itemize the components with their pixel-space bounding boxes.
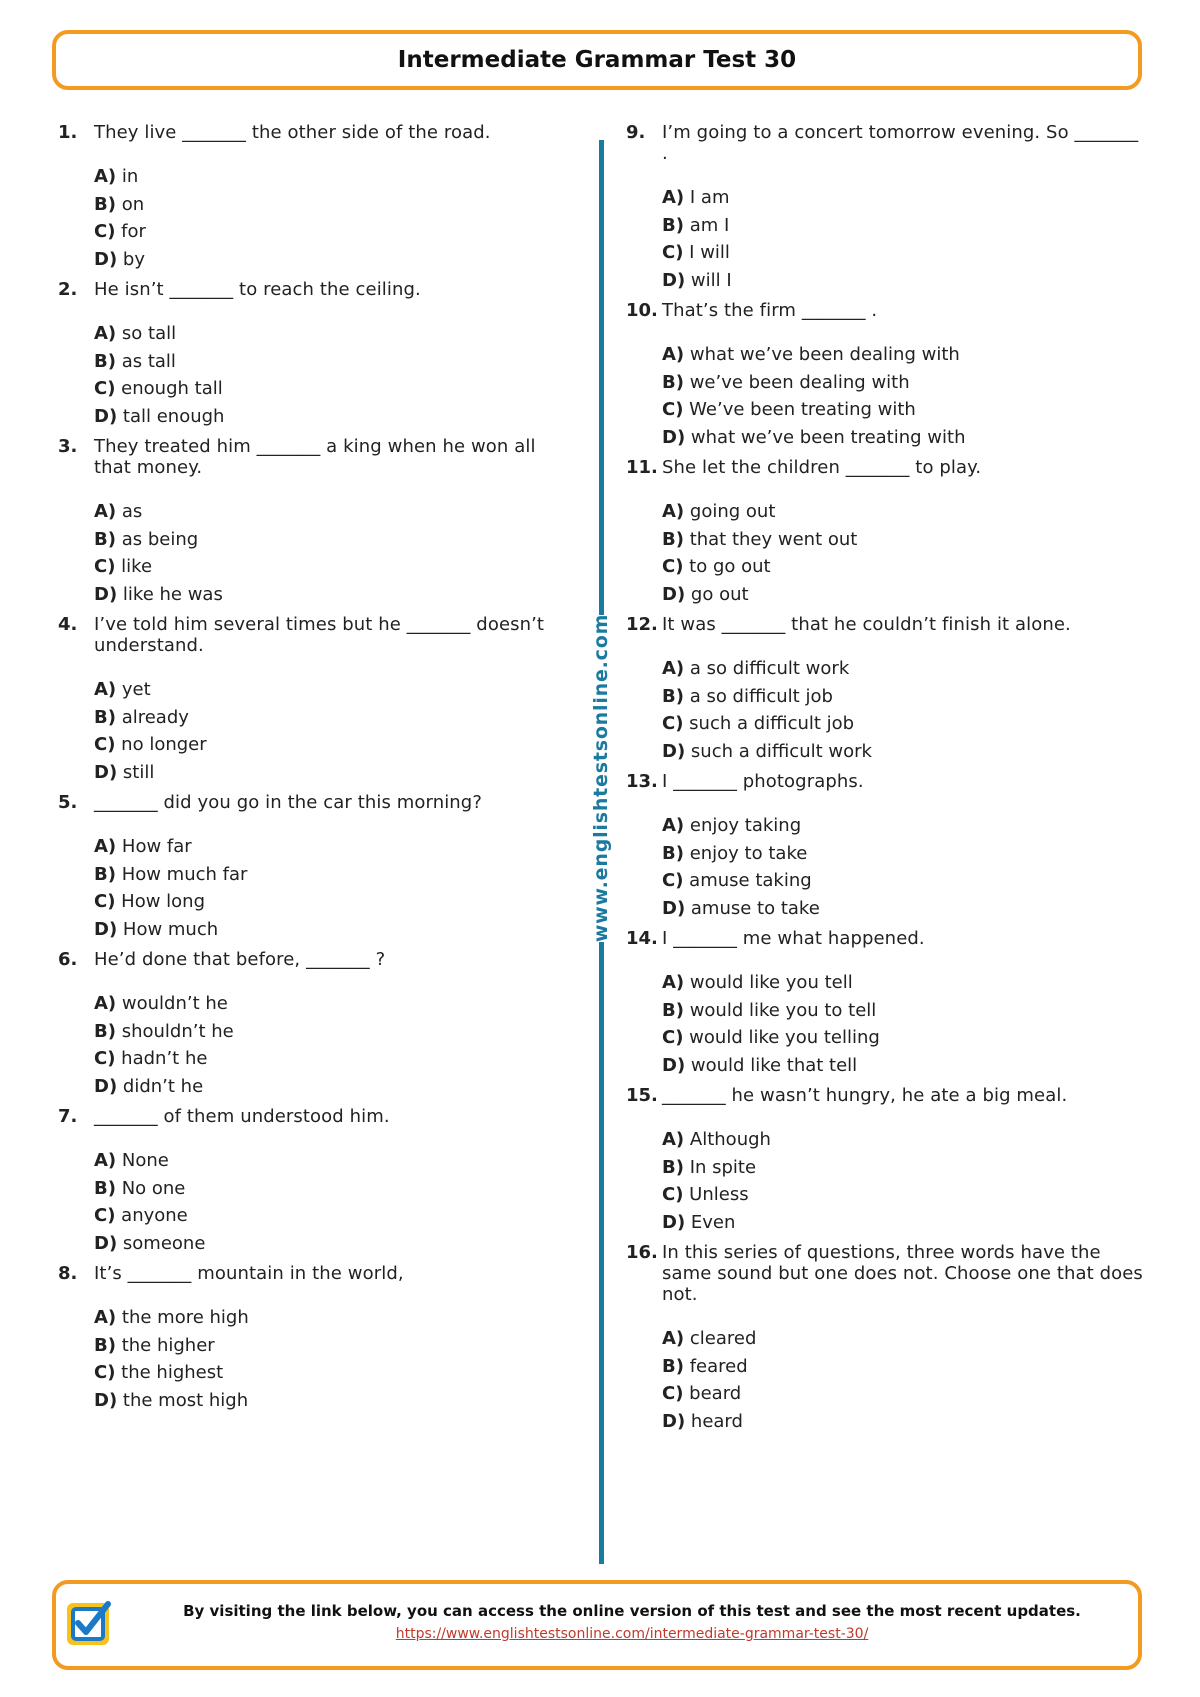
question-number: 6.	[58, 949, 78, 970]
question-item	[626, 1242, 1146, 1435]
question-line	[626, 928, 1146, 949]
answer-option[interactable]	[94, 348, 558, 376]
question-number: 13.	[626, 771, 658, 792]
answer-option[interactable]	[662, 895, 1146, 923]
question-text: I _______ me what happened.	[662, 928, 925, 949]
option-text: go out	[690, 583, 749, 605]
option-letter: C)	[94, 734, 116, 755]
answer-option[interactable]	[662, 655, 1146, 683]
questions-right-column	[626, 122, 1146, 1441]
answer-option[interactable]	[94, 218, 558, 246]
option-text: the higher	[121, 1334, 215, 1356]
question-item	[626, 457, 1146, 608]
option-text: wouldn’t he	[121, 993, 228, 1014]
option-letter: A)	[662, 1129, 685, 1150]
questions-left-column	[58, 122, 558, 1420]
answer-option[interactable]	[94, 553, 558, 581]
option-letter: B)	[662, 1355, 684, 1377]
answer-option[interactable]	[662, 184, 1146, 212]
answer-option[interactable]	[662, 369, 1146, 397]
question-number: 7.	[58, 1106, 78, 1127]
answer-option[interactable]	[94, 1147, 558, 1175]
option-text: would like you tell	[689, 972, 853, 993]
option-text: amuse to take	[690, 897, 820, 919]
option-letter: B)	[94, 863, 116, 885]
option-text: We’ve been treating with	[689, 399, 916, 420]
answer-options	[94, 1304, 558, 1414]
option-text: Unless	[689, 1184, 749, 1205]
answer-option[interactable]	[662, 1126, 1146, 1154]
option-text: a so difficult work	[689, 658, 850, 679]
question-number: 14.	[626, 928, 658, 949]
answer-option[interactable]	[94, 1387, 558, 1415]
option-letter: B)	[94, 1334, 116, 1356]
answer-options	[94, 163, 558, 273]
option-text: like he was	[122, 583, 223, 605]
question-text: I _______ photographs.	[662, 771, 864, 792]
option-letter: B)	[94, 1020, 116, 1042]
answer-option[interactable]	[662, 212, 1146, 240]
option-letter: B)	[662, 1156, 684, 1178]
question-text: It’s _______ mountain in the world,	[94, 1263, 404, 1284]
footer-message: By visiting the link below, you can access the online version of this test and see the most recent updates.	[183, 1602, 1081, 1620]
option-text: will I	[690, 269, 732, 291]
option-letter: A)	[94, 836, 117, 857]
option-letter: D)	[662, 426, 686, 448]
question-item	[626, 300, 1146, 451]
question-text: _______ did you go in the car this morning?	[94, 792, 482, 813]
question-text: In this series of questions, three words have the same sound but one does not. Choose one that does not.	[662, 1242, 1143, 1305]
option-text: a so difficult job	[689, 685, 833, 707]
answer-option[interactable]	[94, 246, 558, 274]
option-letter: D)	[662, 1211, 686, 1233]
question-line	[626, 614, 1146, 635]
question-number: 1.	[58, 122, 78, 143]
question-number: 12.	[626, 614, 658, 635]
option-letter: C)	[94, 1205, 116, 1226]
checkbox-check-icon	[64, 1598, 114, 1648]
option-letter: C)	[662, 870, 684, 891]
answer-option[interactable]	[662, 498, 1146, 526]
option-text: such a difficult job	[689, 713, 855, 734]
question-line	[626, 1242, 1146, 1305]
option-text: How much	[122, 918, 219, 940]
answer-option[interactable]	[94, 526, 558, 554]
option-letter: C)	[94, 221, 116, 242]
answer-option[interactable]	[662, 424, 1146, 452]
option-letter: A)	[94, 166, 117, 187]
option-text: amuse taking	[689, 870, 812, 891]
answer-options	[94, 1147, 558, 1257]
answer-option[interactable]	[662, 1154, 1146, 1182]
title-box	[52, 30, 1142, 90]
question-item	[58, 1106, 558, 1257]
option-text: would like that tell	[690, 1054, 858, 1076]
answer-options	[94, 320, 558, 430]
question-number: 5.	[58, 792, 78, 813]
question-item	[626, 928, 1146, 1079]
option-letter: C)	[662, 399, 684, 420]
answer-option[interactable]	[662, 1209, 1146, 1237]
answer-option[interactable]	[662, 683, 1146, 711]
option-text: heard	[690, 1410, 743, 1432]
option-letter: B)	[94, 528, 116, 550]
answer-option[interactable]	[662, 396, 1146, 424]
option-text: I am	[689, 187, 730, 208]
answer-option[interactable]	[94, 833, 558, 861]
option-letter: D)	[662, 269, 686, 291]
answer-option[interactable]	[662, 969, 1146, 997]
option-letter: D)	[662, 583, 686, 605]
page-title: Intermediate Grammar Test 30	[397, 47, 797, 73]
option-letter: D)	[94, 1232, 118, 1254]
option-letter: D)	[94, 405, 118, 427]
answer-option[interactable]	[662, 840, 1146, 868]
option-letter: A)	[94, 501, 117, 522]
option-text: by	[122, 248, 145, 270]
option-letter: A)	[662, 501, 685, 522]
option-letter: A)	[662, 815, 685, 836]
option-text: am I	[689, 214, 730, 236]
question-number: 11.	[626, 457, 658, 478]
option-text: I will	[689, 242, 730, 263]
answer-option[interactable]	[662, 341, 1146, 369]
option-text: How much far	[121, 863, 248, 885]
answer-option[interactable]	[662, 1181, 1146, 1209]
question-text: That’s the firm _______ .	[662, 300, 878, 321]
option-text: feared	[689, 1355, 748, 1377]
option-letter: C)	[662, 1383, 684, 1404]
option-letter: B)	[662, 371, 684, 393]
question-number: 10.	[626, 300, 658, 321]
answer-option[interactable]	[662, 239, 1146, 267]
option-text: what we’ve been treating with	[690, 426, 966, 448]
question-line	[58, 614, 558, 656]
question-item	[58, 1263, 558, 1414]
answer-option[interactable]	[94, 498, 558, 526]
answer-option[interactable]	[94, 704, 558, 732]
question-item	[58, 436, 558, 608]
option-text: tall enough	[122, 405, 225, 427]
option-text: no longer	[121, 734, 207, 755]
question-number: 16.	[626, 1242, 658, 1263]
option-text: hadn’t he	[121, 1048, 208, 1069]
option-letter: D)	[662, 897, 686, 919]
option-text: such a difficult work	[690, 740, 872, 762]
answer-option[interactable]	[94, 403, 558, 431]
answer-option[interactable]	[94, 916, 558, 944]
question-item	[58, 949, 558, 1100]
option-text: enjoy to take	[689, 842, 808, 864]
answer-options	[662, 341, 1146, 451]
answer-option[interactable]	[94, 1332, 558, 1360]
option-text: to go out	[689, 556, 771, 577]
question-line	[58, 949, 558, 970]
option-letter: D)	[94, 761, 118, 783]
option-text: cleared	[689, 1328, 757, 1349]
option-letter: A)	[94, 1307, 117, 1328]
answer-options	[662, 655, 1146, 765]
option-text: would like you to tell	[689, 999, 877, 1021]
option-text: already	[121, 706, 189, 728]
question-line	[626, 771, 1146, 792]
question-item	[626, 771, 1146, 922]
option-text: beard	[689, 1383, 742, 1404]
option-letter: B)	[94, 706, 116, 728]
question-number: 3.	[58, 436, 78, 457]
answer-option[interactable]	[662, 738, 1146, 766]
option-text: as being	[121, 528, 199, 550]
answer-options	[662, 812, 1146, 922]
option-text: enjoy taking	[689, 815, 802, 836]
question-number: 8.	[58, 1263, 78, 1284]
option-text: as tall	[121, 350, 176, 372]
answer-option[interactable]	[662, 526, 1146, 554]
question-item	[626, 614, 1146, 765]
question-item	[58, 122, 558, 273]
option-text: In spite	[689, 1156, 757, 1178]
answer-option[interactable]	[94, 676, 558, 704]
option-letter: C)	[662, 1027, 684, 1048]
option-letter: A)	[662, 1328, 685, 1349]
option-letter: C)	[662, 713, 684, 734]
option-text: No one	[121, 1177, 186, 1199]
option-letter: B)	[662, 842, 684, 864]
option-text: Although	[689, 1129, 771, 1150]
answer-options	[94, 498, 558, 608]
option-letter: D)	[662, 1410, 686, 1432]
option-text: How far	[121, 836, 192, 857]
option-letter: B)	[94, 1177, 116, 1199]
option-text: still	[122, 761, 155, 783]
option-text: we’ve been dealing with	[689, 371, 910, 393]
question-number: 15.	[626, 1085, 658, 1106]
question-line	[58, 792, 558, 813]
site-url-vertical: www.englishtestsonline.com	[590, 613, 612, 943]
question-line	[58, 122, 558, 143]
option-letter: A)	[662, 972, 685, 993]
question-item	[58, 614, 558, 786]
question-text: I’ve told him several times but he _______ doesn’t understand.	[94, 614, 545, 656]
option-text: what we’ve been dealing with	[689, 344, 960, 365]
answer-option[interactable]	[94, 1359, 558, 1387]
answer-option[interactable]	[94, 1073, 558, 1101]
answer-option[interactable]	[662, 1380, 1146, 1408]
answer-option[interactable]	[662, 1024, 1146, 1052]
option-text: None	[121, 1150, 169, 1171]
question-line	[58, 1263, 558, 1284]
question-text: She let the children _______ to play.	[662, 457, 982, 478]
option-letter: B)	[662, 999, 684, 1021]
option-text: that they went out	[689, 528, 858, 550]
option-text: How long	[121, 891, 206, 912]
option-letter: D)	[94, 1075, 118, 1097]
answer-option[interactable]	[662, 553, 1146, 581]
question-line	[58, 279, 558, 300]
option-letter: A)	[94, 679, 117, 700]
option-text: the highest	[121, 1362, 224, 1383]
option-letter: C)	[94, 1048, 116, 1069]
option-letter: B)	[94, 193, 116, 215]
option-letter: D)	[94, 248, 118, 270]
answer-option[interactable]	[94, 759, 558, 787]
option-letter: A)	[662, 344, 685, 365]
option-text: like	[121, 556, 153, 577]
option-text: the more high	[121, 1307, 249, 1328]
question-item	[58, 792, 558, 943]
answer-option[interactable]	[94, 1230, 558, 1258]
answer-option[interactable]	[94, 888, 558, 916]
question-line	[626, 457, 1146, 478]
question-text: _______ of them understood him.	[94, 1106, 390, 1127]
option-letter: C)	[662, 556, 684, 577]
question-text: He’d done that before, _______ ?	[94, 949, 386, 970]
option-letter: C)	[94, 891, 116, 912]
option-letter: A)	[662, 658, 685, 679]
column-divider-top	[599, 140, 604, 615]
option-letter: A)	[662, 187, 685, 208]
question-item	[58, 279, 558, 430]
question-line	[58, 1106, 558, 1127]
option-text: for	[121, 221, 146, 242]
answer-option[interactable]	[94, 163, 558, 191]
option-text: as	[121, 501, 143, 522]
option-text: in	[121, 166, 139, 187]
answer-option[interactable]	[94, 861, 558, 889]
answer-option[interactable]	[662, 1052, 1146, 1080]
option-letter: B)	[662, 214, 684, 236]
option-letter: C)	[662, 242, 684, 263]
footer-box	[52, 1580, 1142, 1670]
option-letter: A)	[94, 323, 117, 344]
option-letter: B)	[662, 528, 684, 550]
online-test-link[interactable]: https://www.englishtestsonline.com/intermediate-grammar-test-30/	[395, 1626, 869, 1642]
option-letter: D)	[94, 918, 118, 940]
option-letter: D)	[94, 583, 118, 605]
answer-options	[662, 498, 1146, 608]
answer-option[interactable]	[662, 1408, 1146, 1436]
answer-options	[94, 833, 558, 943]
answer-options	[94, 990, 558, 1100]
option-letter: D)	[662, 1054, 686, 1076]
option-text: going out	[689, 501, 776, 522]
answer-option[interactable]	[94, 1045, 558, 1073]
answer-options	[662, 969, 1146, 1079]
answer-option[interactable]	[662, 867, 1146, 895]
answer-option[interactable]	[94, 581, 558, 609]
option-text: anyone	[121, 1205, 188, 1226]
answer-option[interactable]	[94, 191, 558, 219]
answer-option[interactable]	[94, 375, 558, 403]
answer-option[interactable]	[94, 731, 558, 759]
question-line	[626, 122, 1146, 164]
option-text: shouldn’t he	[121, 1020, 234, 1042]
question-line	[626, 1085, 1146, 1106]
question-item	[626, 122, 1146, 294]
question-line	[58, 436, 558, 478]
question-line	[626, 300, 1146, 321]
question-text: They treated him _______ a king when he won all that money.	[94, 436, 536, 478]
answer-option[interactable]	[94, 990, 558, 1018]
answer-option[interactable]	[94, 1018, 558, 1046]
answer-option[interactable]	[94, 1304, 558, 1332]
option-text: someone	[122, 1232, 206, 1254]
option-letter: A)	[94, 1150, 117, 1171]
answer-option[interactable]	[662, 581, 1146, 609]
option-text: enough tall	[121, 378, 223, 399]
question-text: He isn’t _______ to reach the ceiling.	[94, 279, 421, 300]
answer-option[interactable]	[94, 1175, 558, 1203]
question-number: 9.	[626, 122, 646, 143]
option-letter: B)	[662, 685, 684, 707]
option-text: so tall	[121, 323, 177, 344]
question-number: 4.	[58, 614, 78, 635]
answer-option[interactable]	[662, 997, 1146, 1025]
question-text: It was _______ that he couldn’t finish it alone.	[662, 614, 1071, 635]
answer-options	[662, 1126, 1146, 1236]
option-letter: C)	[94, 556, 116, 577]
answer-option[interactable]	[94, 1202, 558, 1230]
option-text: on	[121, 193, 145, 215]
option-text: would like you telling	[689, 1027, 880, 1048]
answer-option[interactable]	[662, 1325, 1146, 1353]
option-letter: C)	[94, 378, 116, 399]
answer-option[interactable]	[662, 1353, 1146, 1381]
question-text: I’m going to a concert tomorrow evening. So _______ .	[662, 122, 1139, 164]
option-text: the most high	[122, 1389, 249, 1411]
answer-option[interactable]	[662, 812, 1146, 840]
question-text: They live _______ the other side of the road.	[94, 122, 491, 143]
question-number: 2.	[58, 279, 78, 300]
answer-option[interactable]	[94, 320, 558, 348]
option-letter: D)	[94, 1389, 118, 1411]
option-letter: C)	[94, 1362, 116, 1383]
answer-options	[94, 676, 558, 786]
column-divider-bottom	[599, 942, 604, 1564]
answer-options	[662, 184, 1146, 294]
option-letter: C)	[662, 1184, 684, 1205]
option-letter: B)	[94, 350, 116, 372]
answer-option[interactable]	[662, 267, 1146, 295]
question-item	[626, 1085, 1146, 1236]
option-text: yet	[121, 679, 151, 700]
option-text: Even	[690, 1211, 736, 1233]
answer-options	[662, 1325, 1146, 1435]
option-letter: A)	[94, 993, 117, 1014]
question-text: _______ he wasn’t hungry, he ate a big meal.	[662, 1085, 1068, 1106]
answer-option[interactable]	[662, 710, 1146, 738]
option-letter: D)	[662, 740, 686, 762]
option-text: didn’t he	[122, 1075, 204, 1097]
